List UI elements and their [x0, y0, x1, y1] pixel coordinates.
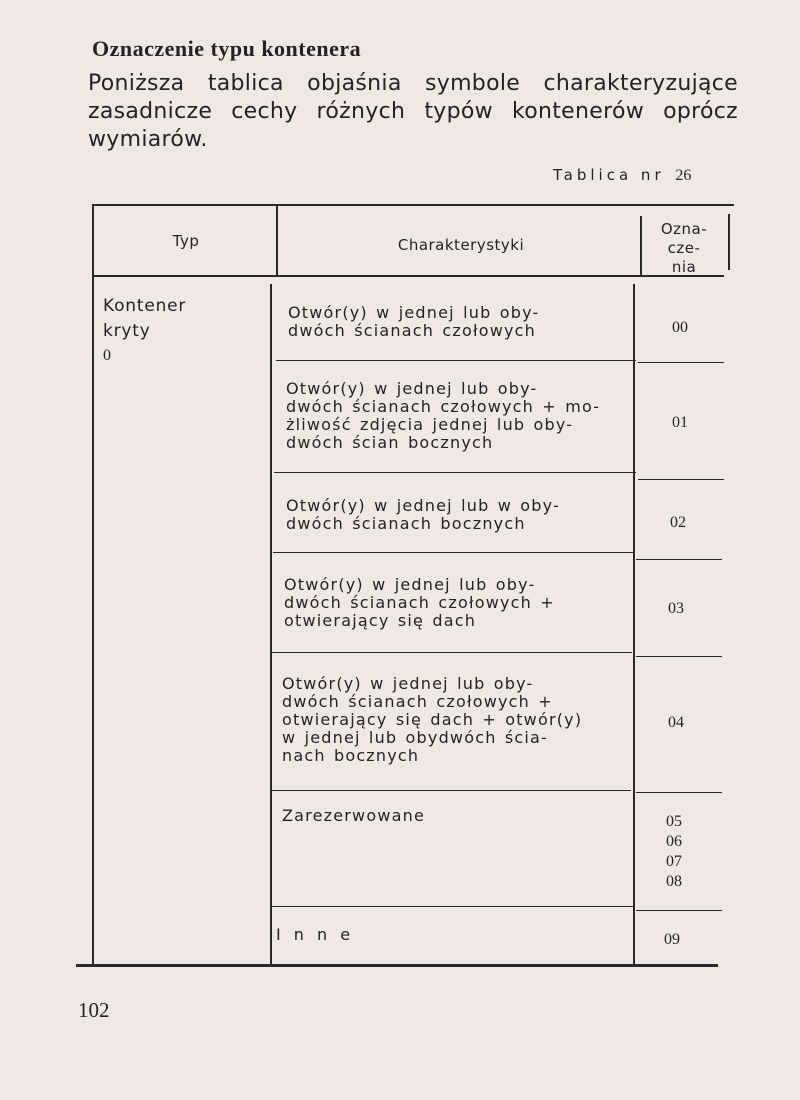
row-separator: [272, 652, 632, 653]
page-number: 102: [78, 998, 110, 1022]
table-header-rule: [94, 275, 724, 277]
row-separator: [273, 552, 633, 553]
row-separator: [636, 656, 722, 657]
column-divider-2-lower: [633, 284, 635, 964]
characteristic-row-04: Otwór(y) w jednej lub oby- dwóch ścianach czołowych + otwierający się dach + otwór(y) w jednej lub obydwóch ścia- nach bocznych: [282, 674, 583, 765]
table-bottom-rule: [76, 964, 718, 967]
code-07: 07: [666, 853, 682, 870]
row-separator: [274, 472, 636, 473]
code-04: 04: [668, 714, 684, 731]
table-right-border: [728, 214, 730, 270]
code-00: 00: [672, 319, 688, 336]
row-separator: [271, 906, 633, 907]
characteristic-row-reserved: Zarezerwowane: [282, 806, 426, 825]
table-caption: [553, 166, 691, 185]
code-06: 06: [666, 833, 682, 850]
characteristic-row-01: Otwór(y) w jednej lub oby- dwóch ścianach czołowych + mo- żliwość zdjęcia jednej lub oby- dwóch ścian bocznych: [286, 379, 601, 452]
type-code: 0: [103, 347, 111, 364]
row-separator: [636, 792, 722, 793]
table-top-rule: [92, 204, 734, 206]
table-left-border: [92, 204, 94, 964]
code-03: 03: [668, 600, 684, 617]
codes-reserved: [644, 812, 704, 892]
header-charakterystyki: Charakterystyki: [397, 236, 525, 254]
characteristic-row-00: Otwór(y) w jednej lub oby- dwóch ścianach czołowych: [288, 303, 540, 340]
code-02: 02: [670, 514, 686, 531]
row-separator: [271, 790, 631, 791]
code-08: 08: [666, 873, 682, 890]
column-divider-1: [276, 204, 278, 276]
header-oznaczenia: Ozna- cze- nia: [660, 220, 708, 276]
characteristic-row-02: Otwór(y) w jednej lub w oby- dwóch ścianach bocznych: [286, 496, 560, 533]
row-separator: [638, 479, 724, 480]
header-typ: Typ: [172, 232, 200, 250]
container-type-table: [76, 196, 736, 976]
row-separator: [638, 362, 724, 363]
row-separator: [636, 910, 722, 911]
table-caption-label: Tablica nr: [553, 166, 665, 184]
code-05: 05: [666, 813, 682, 830]
characteristic-row-03: Otwór(y) w jednej lub oby- dwóch ścianach czołowych + otwierający się dach: [284, 575, 555, 630]
intro-paragraph: Poniższa tablica objaśnia symbole charakteryzujące zasadnicze cechy różnych typów kontenerów oprócz wymiarów.: [88, 71, 738, 152]
code-09: 09: [664, 931, 680, 948]
row-separator: [636, 559, 722, 560]
characteristic-row-other: I n n e: [276, 925, 354, 944]
table-caption-number: 26: [675, 167, 692, 184]
section-heading: Oznaczenie typu kontenera: [92, 36, 362, 61]
type-name: Kontener kryty: [103, 296, 187, 341]
code-01: 01: [672, 414, 688, 431]
row-separator: [276, 360, 636, 361]
column-divider-2: [640, 216, 642, 276]
column-divider-1-lower: [270, 284, 272, 964]
